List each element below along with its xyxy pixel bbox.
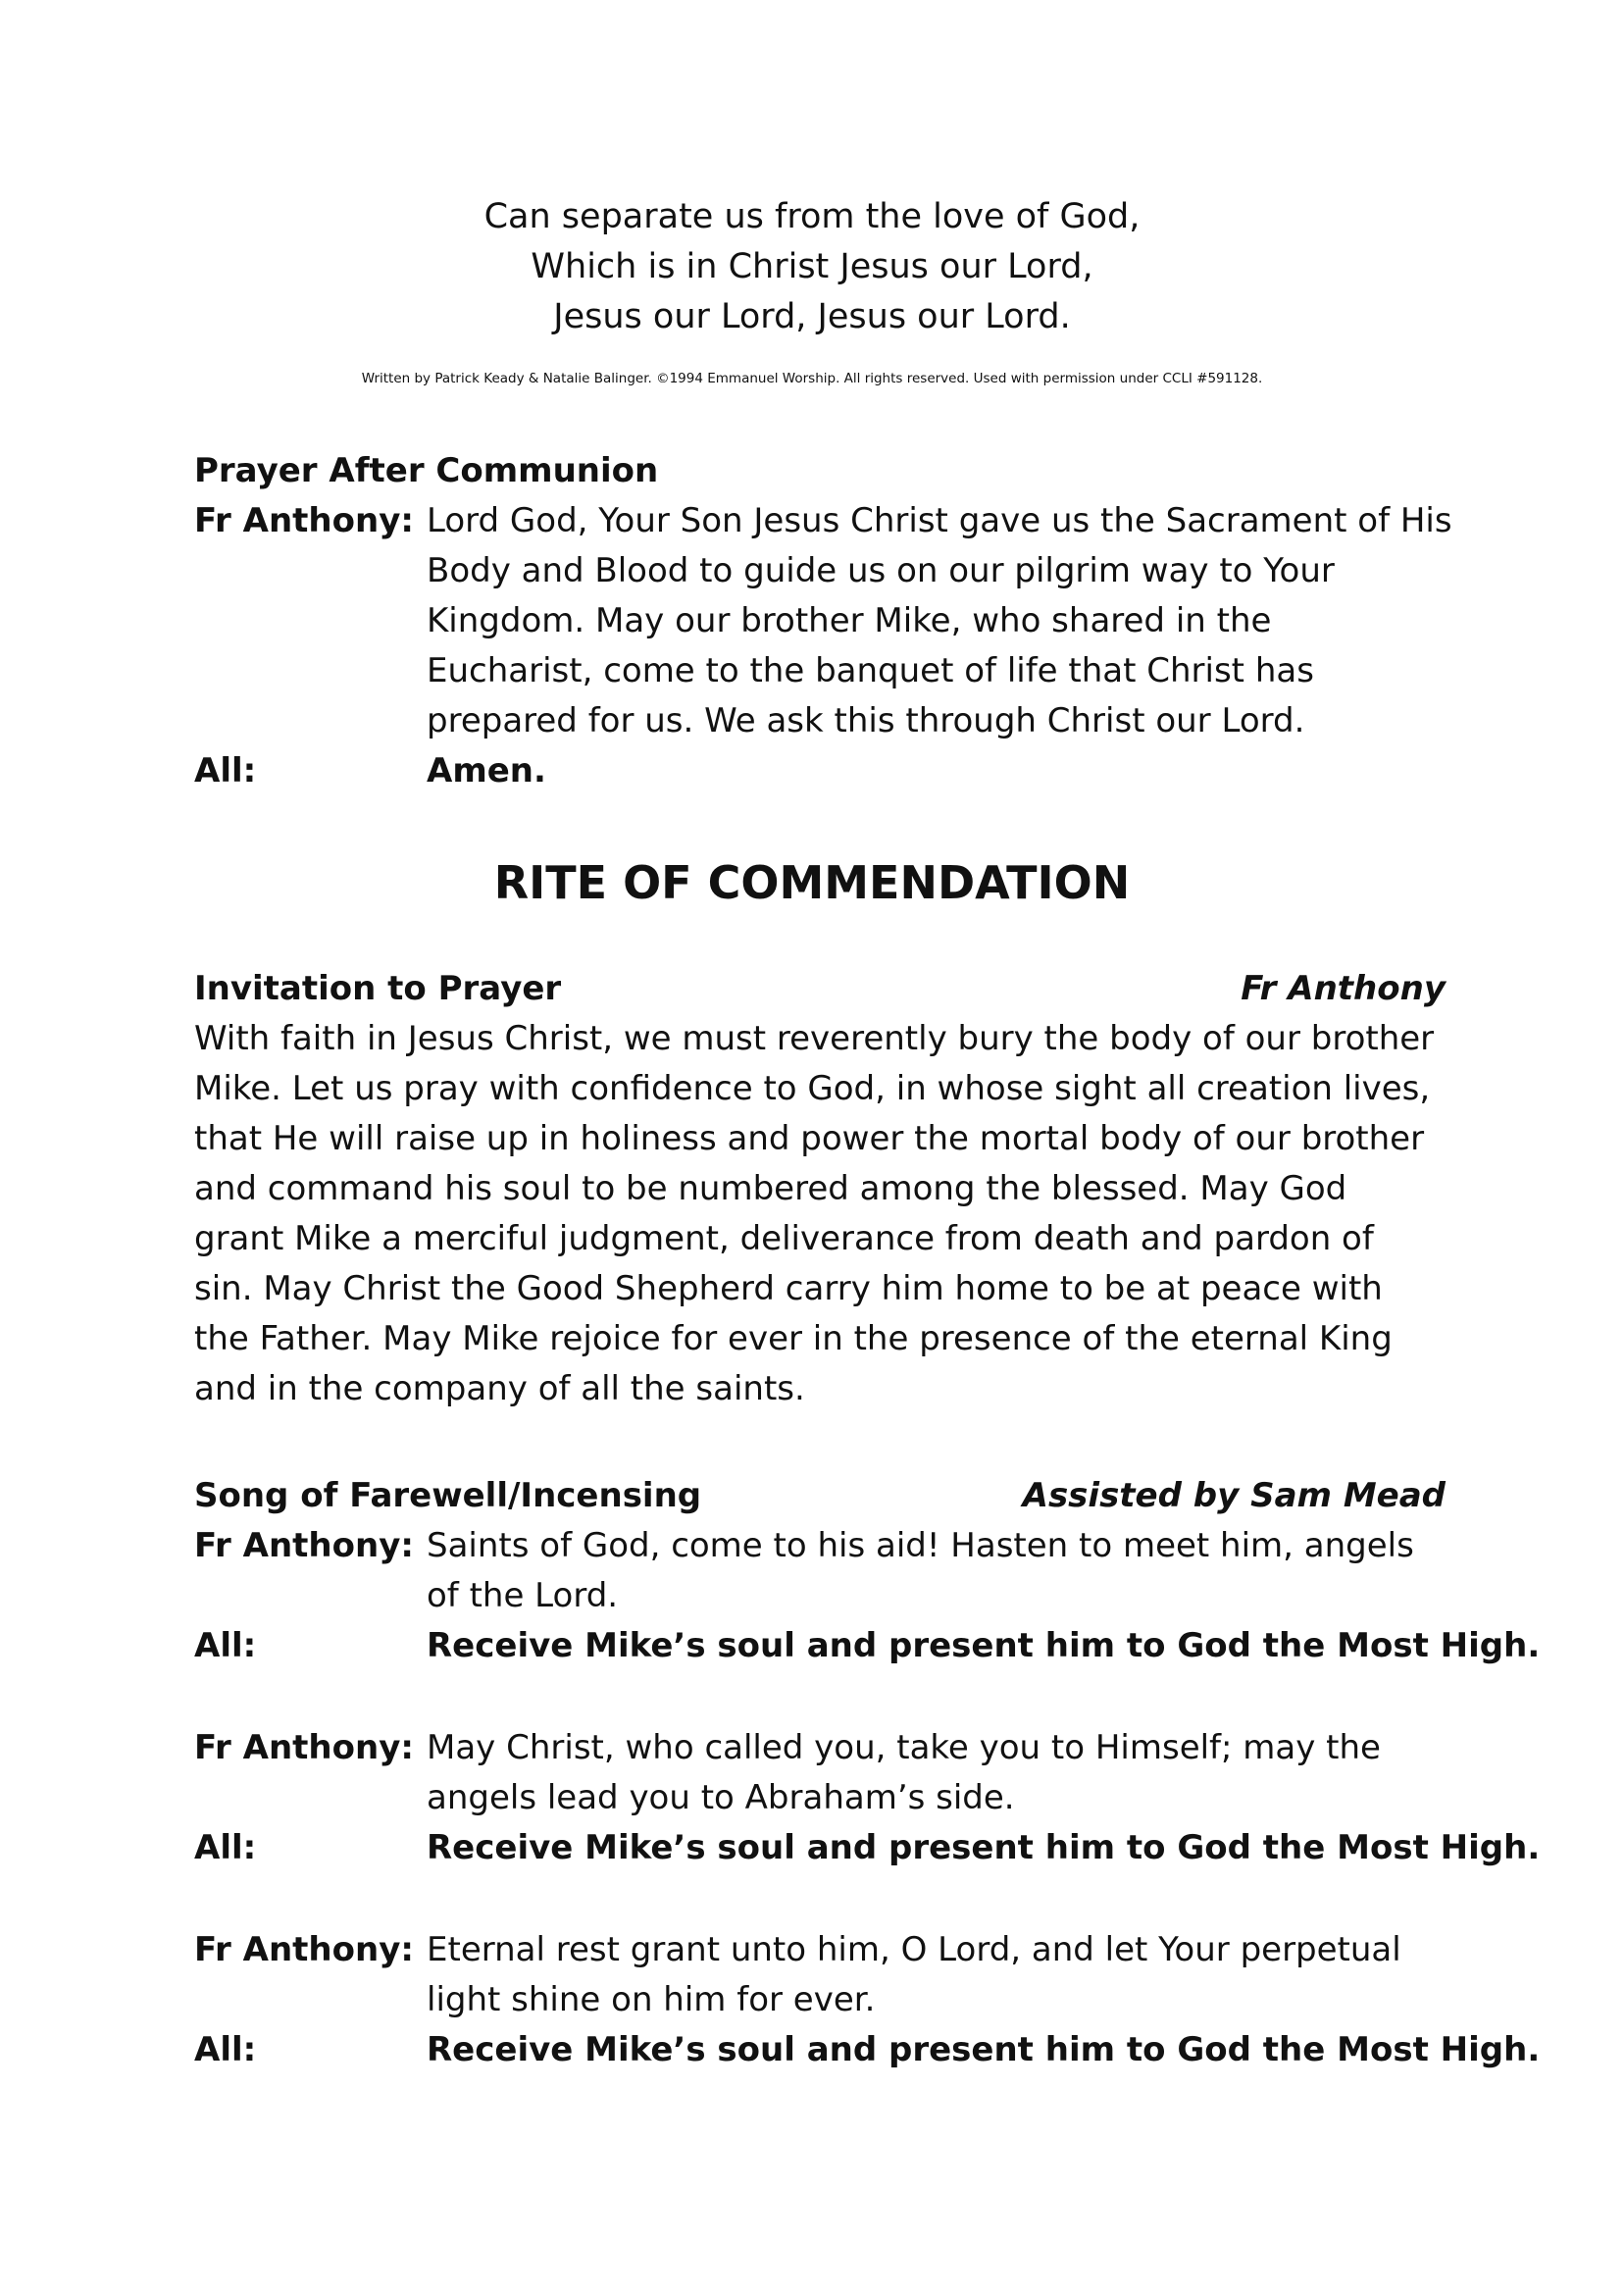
response-speaker: All: <box>194 1828 257 1867</box>
text-line: Kingdom. May our brother Mike, who shared in the <box>427 601 1272 640</box>
speaker-label: Fr Anthony: <box>194 1526 414 1565</box>
section-heading: Song of Farewell/Incensing <box>194 1476 702 1515</box>
speaker-label: Fr Anthony: <box>194 501 414 540</box>
section-heading-row <box>194 1471 1446 1521</box>
invitation-to-prayer <box>194 964 1446 1414</box>
response-text: Receive Mike’s soul and present him to God the Most High. <box>427 2030 1541 2069</box>
exchange-text <box>427 1723 1446 1823</box>
text-line: With faith in Jesus Christ, we must reverently bury the body of our brother <box>194 1019 1435 1058</box>
exchange <box>194 1925 1541 2075</box>
text-line: Lord God, Your Son Jesus Christ gave us the Sacrament of His <box>427 501 1452 540</box>
text-line: angels lead you to Abraham’s side. <box>427 1778 1015 1817</box>
text-line: and in the company of all the saints. <box>194 1369 805 1408</box>
text-line: that He will raise up in holiness and power the mortal body of our brother <box>194 1119 1425 1158</box>
exchange <box>194 1723 1541 1873</box>
leader-name: Fr Anthony <box>1241 969 1446 1008</box>
text-line: Saints of God, come to his aid! Hasten to meet him, angels <box>427 1526 1414 1565</box>
response-text: Amen. <box>427 751 546 790</box>
assistant-name: Assisted by Sam Mead <box>1022 1476 1446 1515</box>
text-line: prepared for us. We ask this through Christ our Lord. <box>427 701 1305 740</box>
song-line: Can separate us from the love of God, <box>483 197 1141 236</box>
song-line: Jesus our Lord, Jesus our Lord. <box>553 297 1071 336</box>
exchange-text <box>427 1521 1446 1621</box>
response-text: Receive Mike’s soul and present him to God the Most High. <box>427 1626 1541 1665</box>
text-line: the Father. May Mike rejoice for ever in the presence of the eternal King <box>194 1319 1393 1358</box>
text-line: of the Lord. <box>427 1576 619 1615</box>
section-heading: Invitation to Prayer <box>194 969 562 1008</box>
song-lyrics <box>0 192 1624 342</box>
text-line: Mike. Let us pray with confidence to God, in whose sight all creation lives, <box>194 1069 1431 1108</box>
exchange <box>194 1521 1541 1671</box>
section-heading: Prayer After Communion <box>194 451 659 490</box>
prayer-after-communion <box>194 446 1452 796</box>
response-speaker: All: <box>194 2030 257 2069</box>
speaker-label: Fr Anthony: <box>194 1728 414 1767</box>
dialog <box>194 496 1452 796</box>
text-line: grant Mike a merciful judgment, deliverance from death and pardon of <box>194 1219 1374 1258</box>
text-line: Body and Blood to guide us on our pilgrim way to Your <box>427 551 1335 590</box>
section-heading-row <box>194 964 1446 1014</box>
text-line: Eucharist, come to the banquet of life that Christ has <box>427 651 1314 690</box>
speaker-label: Fr Anthony: <box>194 1930 414 1969</box>
exchange-text <box>427 1925 1446 2025</box>
text-line: May Christ, who called you, take you to Himself; may the <box>427 1728 1381 1767</box>
song-credit: Written by Patrick Keady & Natalie Balinger. ©1994 Emmanuel Worship. All rights reserved. Used with permission under CCLI #591128. <box>361 371 1263 386</box>
invitation-text <box>194 1014 1446 1414</box>
response-speaker: All: <box>194 1626 257 1665</box>
song-of-farewell <box>194 1471 1541 2075</box>
rite-title: RITE OF COMMENDATION <box>493 856 1131 909</box>
response-speaker: All: <box>194 751 257 790</box>
text-line: Eternal rest grant unto him, O Lord, and let Your perpetual <box>427 1930 1401 1969</box>
response-text: Receive Mike’s soul and present him to God the Most High. <box>427 1828 1541 1867</box>
text-line: and command his soul to be numbered among the blessed. May God <box>194 1169 1347 1208</box>
song-line: Which is in Christ Jesus our Lord, <box>531 247 1093 286</box>
text-line: sin. May Christ the Good Shepherd carry him home to be at peace with <box>194 1269 1383 1308</box>
text-line: light shine on him for ever. <box>427 1980 876 2019</box>
prayer-text <box>427 496 1452 746</box>
